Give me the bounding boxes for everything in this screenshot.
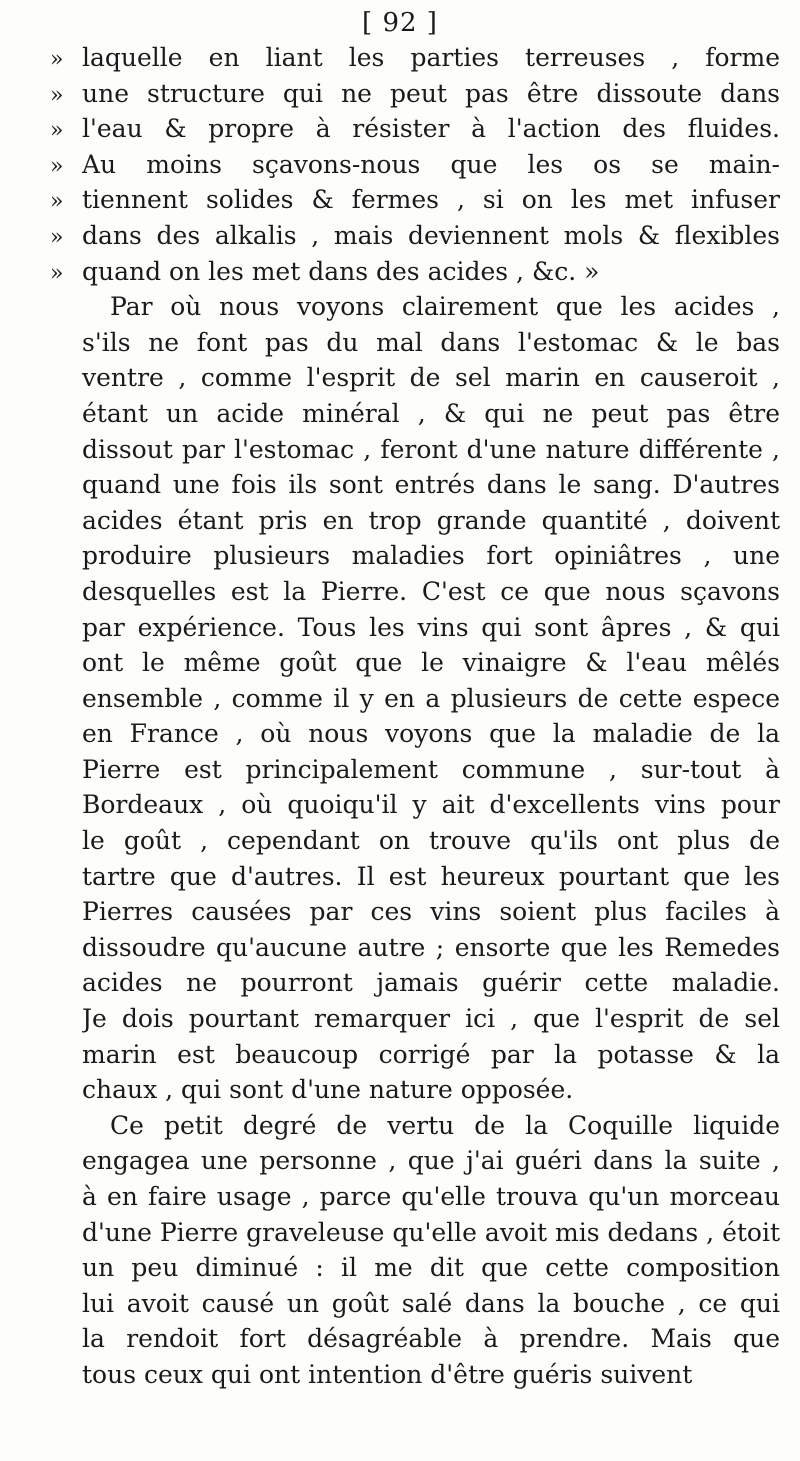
line-text: acides ne pourront jamais guérir cette maladie. (82, 968, 780, 998)
text-line (50, 1108, 780, 1144)
line-text: l'eau & propre à résister à l'action des fluides. (82, 114, 780, 144)
text-line (50, 111, 780, 147)
line-text: Pierres causées par ces vins soient plus faciles à (82, 897, 780, 927)
line-text: tous ceux qui ont intention d'être guéris suivent (82, 1359, 693, 1389)
line-text: lui avoit causé un goût salé dans la bouche , ce qui (82, 1288, 780, 1318)
line-text: étant un acide minéral , & qui ne peut pas être (82, 398, 780, 428)
text-line (50, 432, 780, 468)
text-line (50, 1179, 780, 1215)
line-text: par expérience. Tous les vins qui sont âpres , & qui (82, 612, 780, 642)
line-text: produire plusieurs maladies fort opiniâtres , une (82, 541, 780, 571)
text-line (50, 325, 780, 361)
text-line (50, 147, 780, 183)
text-line (50, 787, 780, 823)
text-line (50, 503, 780, 539)
line-text: dissout par l'estomac , feront d'une nature différente , (82, 434, 780, 464)
line-text: Bordeaux , où quoiqu'il y ait d'excellents vins pour (82, 790, 780, 820)
line-text: le goût , cependant on trouve qu'ils ont plus de (82, 826, 780, 856)
quotation-mark: » (50, 47, 64, 72)
line-text: chaux , qui sont d'une nature opposée. (82, 1075, 574, 1105)
line-text: Je dois pourtant remarquer ici , que l'esprit de sel (82, 1004, 780, 1034)
line-text: quand une fois ils sont entrés dans le sang. D'autres (82, 470, 780, 500)
line-text: ensemble , comme il y en a plusieurs de cette espece (82, 683, 780, 713)
body-text (50, 40, 780, 1393)
text-line (50, 467, 780, 503)
line-text: tartre que d'autres. Il est heureux pourtant que les (82, 861, 780, 891)
line-text: dissoudre qu'aucune autre ; ensorte que les Remedes (82, 932, 780, 962)
text-line (50, 823, 780, 859)
text-line (50, 360, 780, 396)
text-line (50, 40, 780, 76)
text-line (50, 1250, 780, 1286)
text-line (50, 1286, 780, 1322)
line-text: Pierre est principalement commune , sur-tout à (82, 754, 780, 784)
line-text: engagea une personne , que j'ai guéri dans la suite , (82, 1146, 780, 1176)
text-line (50, 894, 780, 930)
line-text: tiennent solides & fermes , si on les met infuser (82, 185, 780, 215)
text-line (50, 752, 780, 788)
text-line (50, 965, 780, 1001)
line-text: marin est beaucoup corrigé par la potasse & la (82, 1039, 780, 1069)
quotation-mark: » (50, 153, 64, 179)
text-line (50, 396, 780, 432)
paragraph (50, 289, 780, 1108)
text-line (50, 1072, 780, 1108)
line-text: la rendoit fort désagréable à prendre. Mais que (82, 1324, 780, 1354)
text-line (50, 859, 780, 895)
line-text: ont le même goût que le vinaigre & l'eau mêlés (82, 648, 780, 678)
line-text: Au moins sçavons-nous que les os se main- (82, 149, 780, 179)
text-line (50, 289, 780, 325)
text-line (50, 218, 780, 254)
line-text: dans des alkalis , mais deviennent mols & flexibles (82, 220, 780, 250)
text-line (50, 1143, 780, 1179)
quotation-mark: » (50, 82, 64, 108)
paragraph (50, 40, 780, 289)
line-text: Ce petit degré de vertu de la Coquille liquide (110, 1110, 780, 1140)
text-line (50, 681, 780, 717)
text-line (50, 1215, 780, 1251)
quotation-mark: » (50, 260, 64, 286)
line-text: Par où nous voyons clairement que les acides , (110, 292, 780, 322)
quotation-mark: » (50, 224, 64, 250)
page-number: [ 92 ] (362, 8, 438, 38)
text-line (50, 1037, 780, 1073)
quotation-mark: » (50, 118, 64, 144)
line-text: un peu diminué : il me dit que cette composition (82, 1253, 780, 1283)
text-line (50, 574, 780, 610)
text-line (50, 538, 780, 574)
text-line (50, 254, 780, 290)
line-text: desquelles est la Pierre. C'est ce que nous sçavons (82, 576, 780, 606)
line-text: une structure qui ne peut pas être dissoute dans (82, 78, 780, 108)
line-text: s'ils ne font pas du mal dans l'estomac & le bas (82, 327, 780, 357)
text-line (50, 1001, 780, 1037)
line-text: ventre , comme l'esprit de sel marin en causeroit , (82, 363, 780, 393)
text-line (50, 930, 780, 966)
text-line (50, 645, 780, 681)
quotation-mark: » (50, 189, 64, 215)
paragraph (50, 1108, 780, 1393)
line-text: à en faire usage , parce qu'elle trouva qu'un morceau (82, 1182, 780, 1211)
text-line (50, 1321, 780, 1357)
text-line (50, 1357, 780, 1393)
text-line (50, 76, 780, 112)
text-line (50, 182, 780, 218)
line-text: laquelle en liant les parties terreuses , forme (82, 43, 780, 72)
line-text: d'une Pierre graveleuse qu'elle avoit mis dedans , étoit (82, 1217, 780, 1247)
line-text: en France , où nous voyons que la maladie de la (82, 719, 780, 749)
text-line (50, 716, 780, 752)
line-text: quand on les met dans des acides , &c. » (82, 256, 600, 286)
text-line (50, 610, 780, 646)
line-text: acides étant pris en trop grande quantité , doivent (82, 505, 780, 535)
